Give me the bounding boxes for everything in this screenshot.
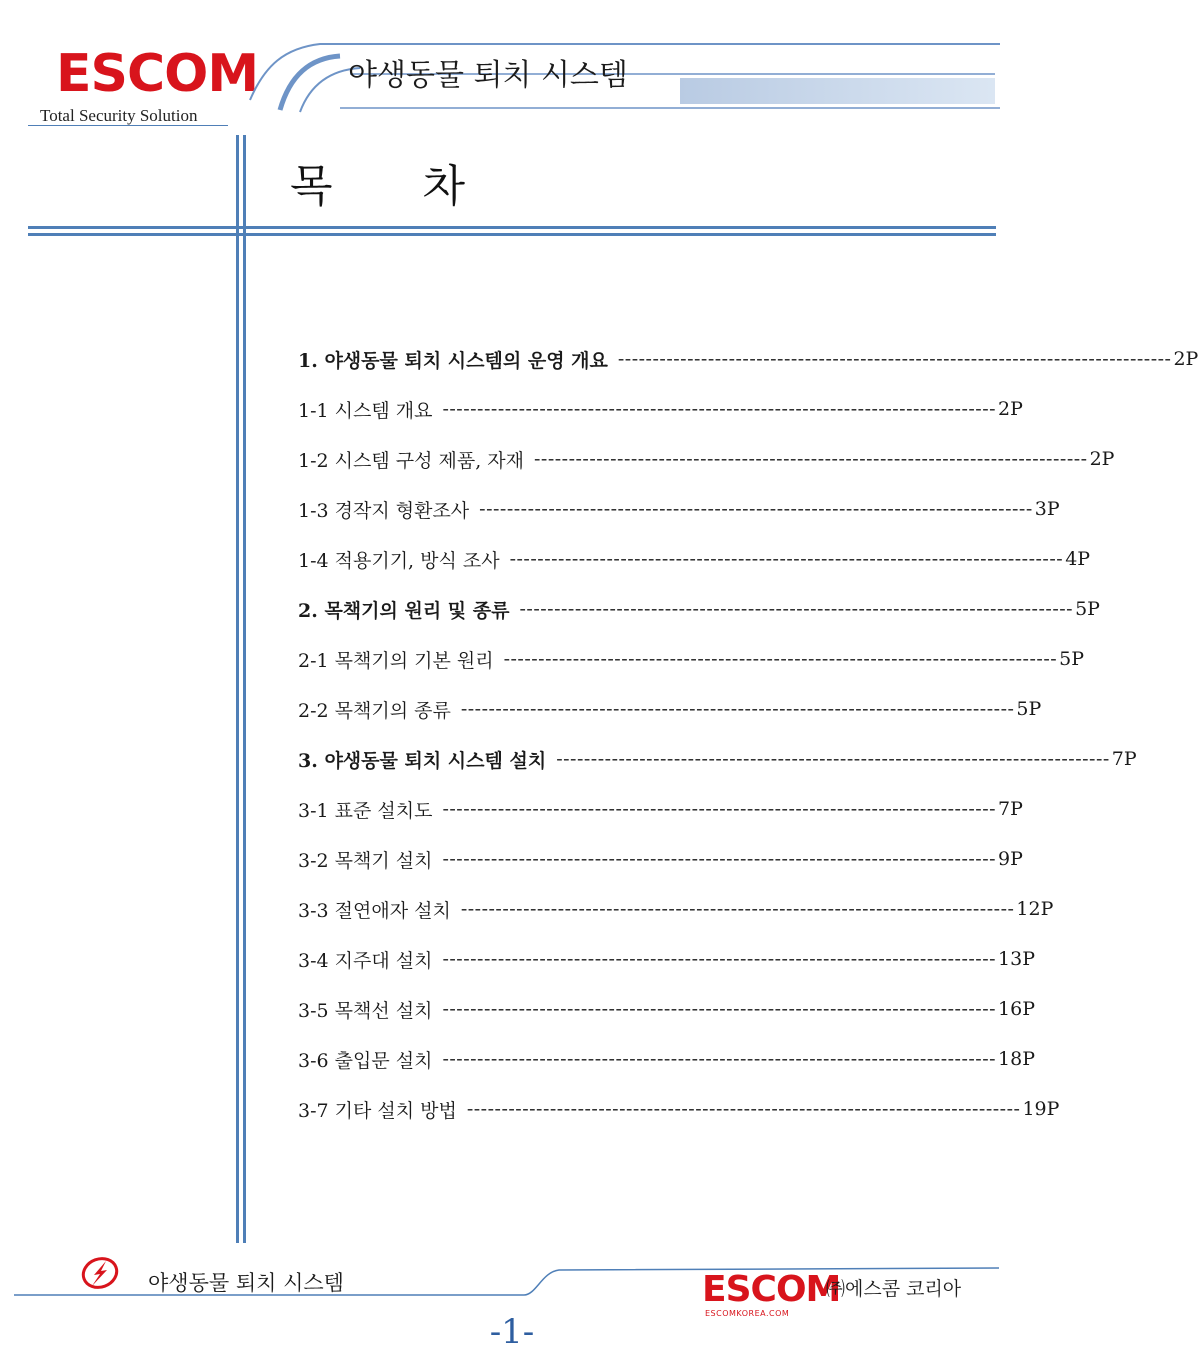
toc-leader: -------------------------------------------------------------------------------- <box>479 498 1033 520</box>
toc-item-label: 1-4 적용기기, 방식 조사 <box>298 549 500 572</box>
toc-item[interactable] <box>298 1094 1060 1124</box>
toc-item-page: 5P <box>1075 598 1100 620</box>
logo-tagline: Total Security Solution <box>40 106 198 125</box>
toc-item[interactable] <box>298 594 1100 624</box>
heading-rule-top <box>28 226 996 229</box>
toc-item-page: 2P <box>998 398 1023 420</box>
toc-item-label: 3-7 기타 설치 방법 <box>298 1099 457 1122</box>
toc-item[interactable] <box>298 394 1023 424</box>
toc-item[interactable] <box>298 844 1023 874</box>
toc-item[interactable] <box>298 344 1198 374</box>
toc-item-page: 3P <box>1034 498 1060 520</box>
footer-title: 야생동물 퇴치 시스템 <box>148 1271 344 1295</box>
toc-leader: -------------------------------------------------------------------------------- <box>442 798 997 820</box>
escom-logo <box>28 44 268 130</box>
toc-item-label: 2. 목책기의 원리 및 종류 <box>298 599 510 622</box>
toc-item-label: 3-5 목책선 설치 <box>298 999 433 1022</box>
toc-item-label: 3-2 목책기 설치 <box>298 849 433 872</box>
toc-leader: -------------------------------------------------------------------------------- <box>533 448 1088 470</box>
toc-item-label: 2-2 목책기의 종류 <box>298 699 451 722</box>
toc-heading-char-1: 목 <box>290 161 333 212</box>
toc-item-label: 3-1 표준 설치도 <box>298 799 433 822</box>
toc-item-page: 5P <box>1016 698 1042 720</box>
toc-leader: -------------------------------------------------------------------------------- <box>617 348 1172 370</box>
toc-item[interactable] <box>298 944 1036 974</box>
toc-item[interactable] <box>298 544 1091 574</box>
toc-heading <box>290 150 465 214</box>
heading-rule-bottom <box>28 233 996 236</box>
toc-item-page: 5P <box>1059 648 1085 670</box>
toc-item[interactable] <box>298 994 1036 1024</box>
toc-item-page: 9P <box>998 848 1023 870</box>
page-number: -1- <box>489 1312 535 1352</box>
toc-item-label: 3. 야생동물 퇴치 시스템 설치 <box>298 749 547 772</box>
toc-leader: -------------------------------------------------------------------------------- <box>442 848 997 870</box>
toc-leader: -------------------------------------------------------------------------------- <box>509 548 1064 570</box>
toc-leader: -------------------------------------------------------------------------------- <box>442 1048 997 1070</box>
toc-item-label: 1. 야생동물 퇴치 시스템의 운영 개요 <box>298 349 608 372</box>
toc-leader: -------------------------------------------------------------------------------- <box>460 698 1015 720</box>
toc-leader: -------------------------------------------------------------------------------- <box>442 398 997 420</box>
toc-item-page: 2P <box>1173 348 1198 370</box>
toc-item-label: 3-3 절연애자 설치 <box>298 899 451 922</box>
toc-item-label: 1-1 시스템 개요 <box>298 399 433 422</box>
toc-item-label: 1-2 시스템 구성 제품, 자재 <box>298 449 524 472</box>
toc-item[interactable] <box>298 694 1042 724</box>
toc-item-label: 3-6 출입문 설치 <box>298 1049 433 1072</box>
toc-heading-char-2: 차 <box>422 161 466 212</box>
toc-item-page: 16P <box>998 998 1036 1020</box>
logo-wordmark: ESCOM <box>56 44 259 104</box>
toc-item[interactable] <box>298 894 1054 924</box>
header-title: 야생동물 퇴치 시스템 <box>348 58 628 93</box>
toc-item-page: 2P <box>1089 448 1115 470</box>
toc-leader: -------------------------------------------------------------------------------- <box>442 998 997 1020</box>
toc-item-page: 12P <box>1016 898 1054 920</box>
toc-item-page: 7P <box>998 798 1023 820</box>
toc-item-label: 2-1 목책기의 기본 원리 <box>298 649 494 672</box>
lightning-emblem-icon <box>80 1255 120 1291</box>
toc-item-page: 19P <box>1022 1098 1060 1120</box>
toc-leader: -------------------------------------------------------------------------------- <box>556 748 1110 770</box>
footer-logo: ESCOM <box>702 1269 841 1310</box>
toc-item[interactable] <box>298 444 1115 474</box>
frame-vertical-line-left <box>236 135 239 1243</box>
header-rule <box>28 125 228 126</box>
toc-leader: -------------------------------------------------------------------------------- <box>460 898 1015 920</box>
frame-vertical-line-right <box>243 135 246 1243</box>
toc-item-page: 4P <box>1065 548 1091 570</box>
toc-item-page: 7P <box>1111 748 1137 770</box>
toc-leader: -------------------------------------------------------------------------------- <box>466 1098 1021 1120</box>
toc-leader: -------------------------------------------------------------------------------- <box>503 648 1058 670</box>
toc-leader: -------------------------------------------------------------------------------- <box>519 598 1074 620</box>
toc-item[interactable] <box>298 794 1023 824</box>
footer-logo-url: ESCOMKOREA.COM <box>705 1309 790 1318</box>
toc-item[interactable] <box>298 1044 1036 1074</box>
toc-item[interactable] <box>298 644 1085 674</box>
toc-leader: -------------------------------------------------------------------------------- <box>442 948 997 970</box>
toc-item-page: 18P <box>998 1048 1036 1070</box>
toc-item-label: 1-3 경작지 형환조사 <box>298 499 470 522</box>
toc-item-page: 13P <box>998 948 1036 970</box>
footer-company-name: ㈜에스콤 코리아 <box>826 1278 962 1300</box>
toc-item[interactable] <box>298 744 1137 774</box>
toc-item[interactable] <box>298 494 1060 524</box>
toc-item-label: 3-4 지주대 설치 <box>298 949 433 972</box>
